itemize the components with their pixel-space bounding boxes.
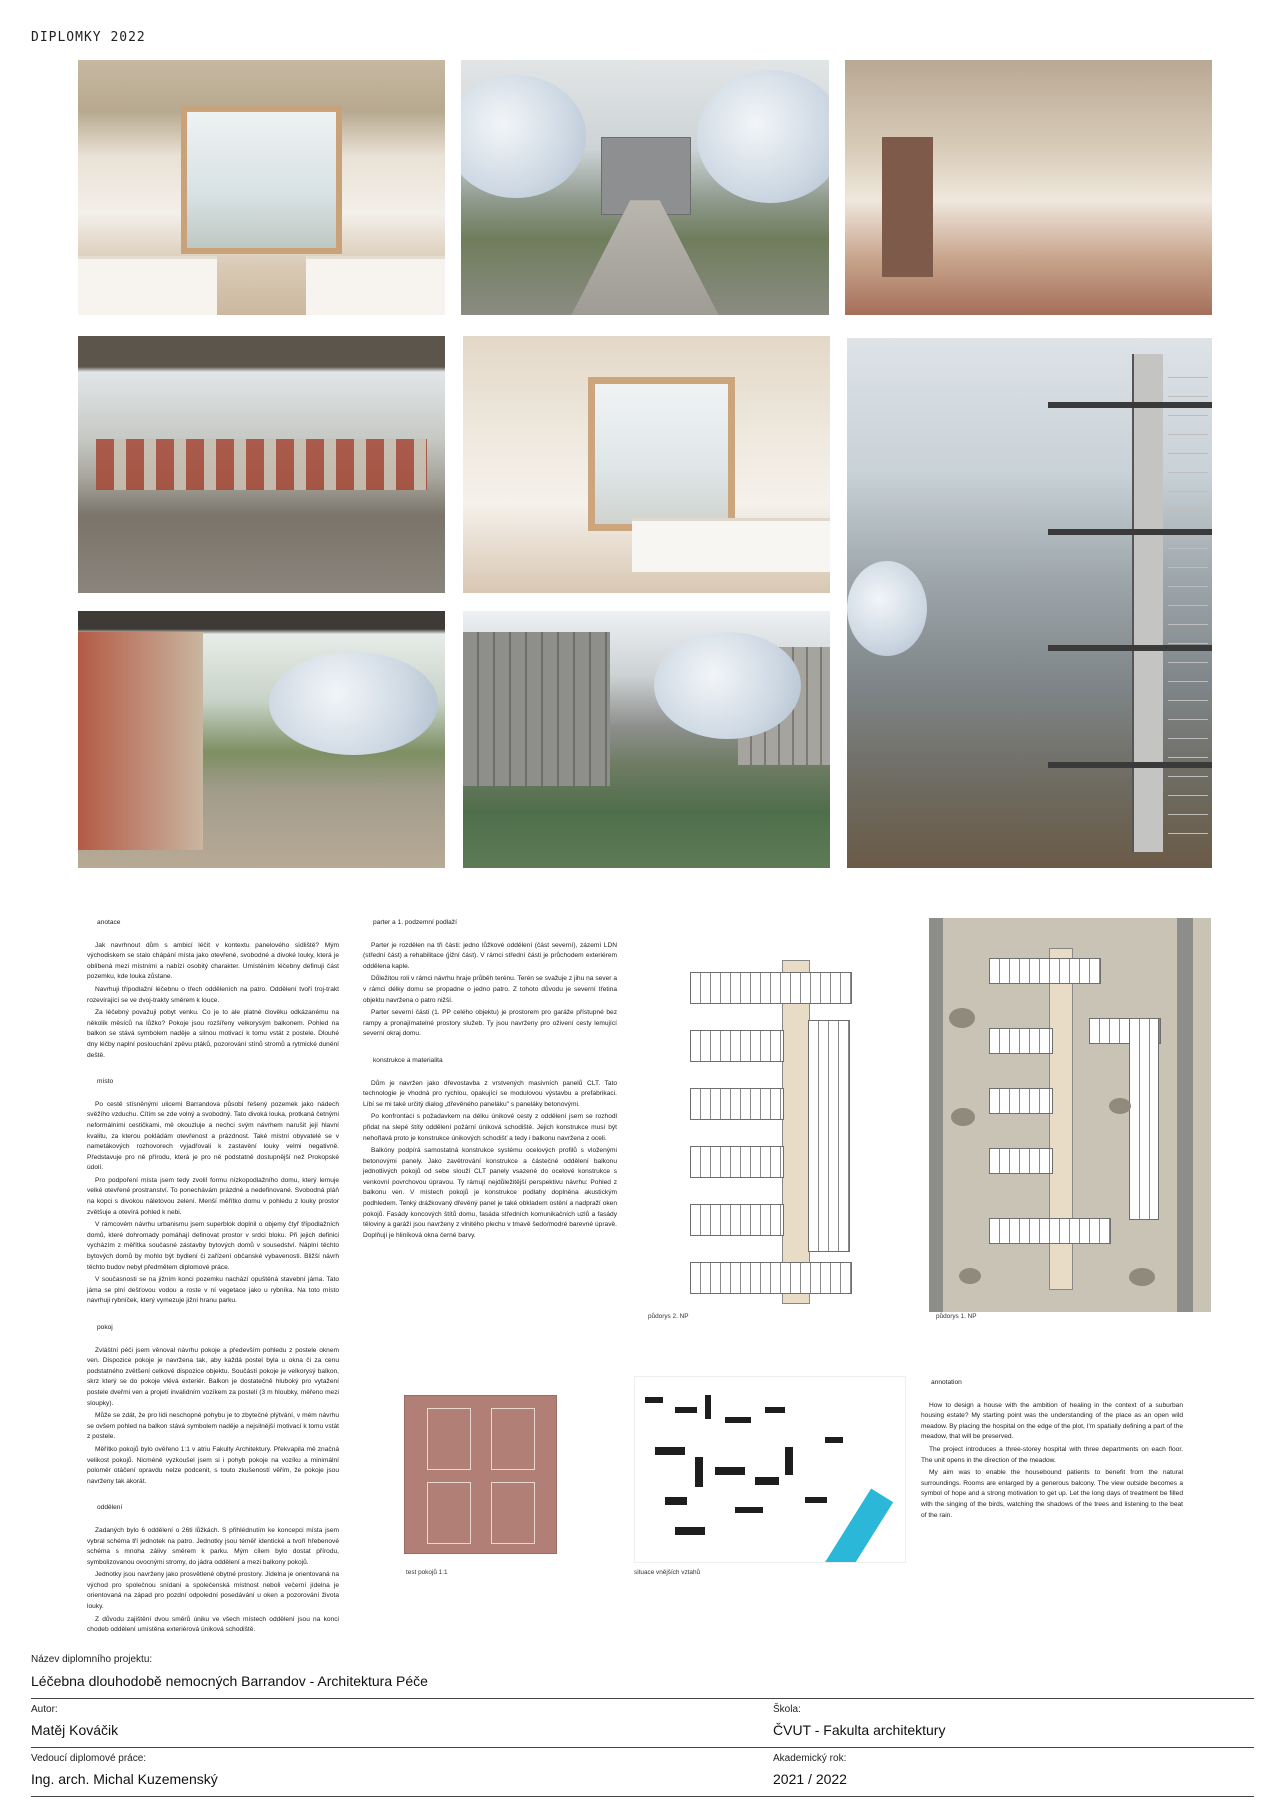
paragraph: Z důvodu zajištění dvou směrů úniku ve všech místech oddělení jsou na konci chodeb oddělení umístěna exteriérová úniková schodiště. <box>87 1615 339 1634</box>
floor-plan-1np <box>929 918 1211 1312</box>
paragraph: Jak navrhnout dům s ambicí léčit v kontextu panelového sídliště? Mým východiskem se stalo chápání místa jako otevřené, svobodné a divoké louky, která je oblíbená mezi místními a nabízí osobitý charakter. Umístěním léčebny definuji část pozemku, kde louka zůstane. <box>87 941 339 981</box>
heading-anotace: anotace <box>97 919 121 926</box>
situation-map <box>634 1376 906 1563</box>
paragraph: Měřítko pokojů bylo ověřeno 1:1 v atriu Fakulty Architektury. Překvapila mě značná velikost pokojů. Nicméně vyzkoušel jsem si i pohyb pokoje na vozíku a minimální poloměr otáčení opravdu nelze podcenit, s touto zkušeností věřím, že pokoje jsou navrženy tak akorát. <box>87 1445 339 1485</box>
floor-plan-2np <box>690 960 890 1302</box>
render-loggia <box>78 336 445 593</box>
paragraph: Parter severní části (1. PP celého objektu) je prostorem pro garáže přístupné bez rampy a pronajímatelné prostory služeb. Ty jsou navrženy pro oživení cesty lemující severní okraj domu. <box>363 1009 617 1038</box>
heading-annotation: annotation <box>931 1379 962 1386</box>
paragraph: Může se zdát, že pro lidi neschopné pohybu je to zbytečné plýtvání, v mém návrhu se ovšem pohled na balkon stává symbolem naděje a nejsilnější motivací k tomu vstát z postele. <box>87 1412 339 1441</box>
author-label: Autor: <box>31 1704 58 1715</box>
supervisor-label: Vedoucí diplomové práce: <box>31 1753 147 1764</box>
paragraph: My aim was to enable the housebound patients to benefit from the natural surroundings. Rooms are enlarged by a generous balcony. The view outside becomes a symbol of hope and a strong motivation to get up. Let the long days of treatment be filled with the singing of the birds, watching the shadows of the trees and listening to the beat of the rain. <box>921 1469 1183 1519</box>
render-facade-section <box>847 338 1212 868</box>
paragraph: Zadaných bylo 6 oddělení o 26ti lůžkách. S přihlédnutím ke koncepci místa jsem vybral schéma tří jednotek na patro. Jednotky jsou téměř identické a tvoří hřebenové schéma s mnoha zálivy směrem k parku. Mým cílem bylo dostat přírodu, symbolizovanou ovocnými stromy, do jádra oddělení a mezi balkony pokojů. <box>87 1526 339 1566</box>
paragraph: V rámcovém návrhu urbanismu jsem superblok doplnil o objemy čtyř třípodlažních domů, které dohromady pomáhají definovat prostor v srdci bloku. Při jejich definici vycházím z měřítka současné zástavby bytových domů v sousedství. Náplní těchto bytových domů by mohlo být bydlení či zařízení občanské vybavenosti. Bližší návrh těchto budov nebyl předmětem diplomové práce. <box>87 1221 339 1271</box>
paragraph: Po cestě stísněnými ulicemi Barrandova působí řešený pozemek jako nádech svěžího vzduchu. Cítím se zde volný a svobodný. Tato divoká louka, protkaná četnými neformálními cestičkami, mě okouzluje a nechci svým návrhem narušit její hlavní kvalitu, za kterou pokládám otevřenost a prázdnost. Také místní obyvatelé se v nametákových rozhovorech vyjadřovali k zastavění louky velmi negativně. Představuje pro ně přírodu, která je pro ně podstatně dostupnější než Prokopské údolí. <box>87 1100 339 1172</box>
render-room-interior <box>463 336 830 593</box>
render-interior-room <box>78 60 445 315</box>
paragraph: Jednotky jsou navrženy jako prosvětlené obytné prostory. Jídelna je orientovaná na východ pro společnou snídani a společenská místnost neboli večerní jídelna je orientovaná na západ pro pozdní odpolední posedávání u oken a pozorování života louky. <box>87 1571 339 1611</box>
supervisor-name: Ing. arch. Michal Kuzemenský <box>31 1771 218 1787</box>
project-label: Název diplomního projektu: <box>31 1654 153 1665</box>
divider <box>31 1796 1254 1797</box>
plan-label-2np: půdorys 2. NP <box>648 1313 689 1320</box>
paragraph: V současnosti se na jižním konci pozemku nachází opuštěná stavební jáma. Tato jáma se plní dešťovou vodou a roste v ní vegetace jako u rybníka. Na toto místo navrhuji rybníček, který vymezuje jižní hranu parku. <box>87 1276 339 1305</box>
paragraph: Navrhuji třípodlažní léčebnu o třech odděleních na patro. Oddělení tvoří troj-trakt rozevírající se ve dvoj-trakty směrem k louce. <box>87 985 339 1004</box>
divider <box>31 1698 1254 1699</box>
paragraph: Pro podpoření místa jsem tedy zvolil formu nízkopodlažního domu, který lemuje velké otevřené prostranství. To ponechávám prázdné a nedefinované. Svobodná pláň na kopci s divokou náletovou zelení. Menší měřítko domu v pohledu z louky prostor zvětšuje a otevírá pohled k nebi. <box>87 1176 339 1216</box>
text-column-cs-2 <box>363 918 617 1243</box>
paragraph: Zvláštní péči jsem věnoval návrhu pokoje a především pohledu z postele oknem ven. Dispozice pokoje je navržena tak, aby každá postel byla u okna či za cenu podstatného zvětšení celkové dispozice objektu. Součástí pokoje je velkorysý balkon, skrz který se do pokoje vlévá exteriér. Balkon je dostatečně hluboký pro vytažení postele dveřmi ven a projetí invalidním vozíkem za postelí (3 m hloubky, měřeno mezi sloupky). <box>87 1346 339 1407</box>
render-arcade <box>78 611 445 868</box>
divider <box>31 1747 1254 1748</box>
heading-oddeleni: oddělení <box>97 1504 123 1512</box>
paragraph: Parter je rozdělen na tři části: jedno lůžkové oddělení (část severní), zázemí LDN (střední část) a rehabilitace (jižní část). V rámci střední části je průchodem exteriérem oddělena kaple. <box>363 941 617 970</box>
paragraph: Důležitou roli v rámci návrhu hraje průběh terénu. Terén se svažuje z jihu na sever a v rámci délky domu se propadne o jedno patro. Z tohoto důvodu je severní třetina objektu navržena o patro nižší. <box>363 975 617 1004</box>
paragraph: Balkóny podpírá samostatná konstrukce systému ocelových profilů s vloženými betonovými panely. Jako zavětrování konstrukce a částečné oddělení balkonu jednotlivých pokojů od sebe slouží CLT panely vsazené do ocelové konstrukce s venkovní povrchovou úpravou. Ty rámují nejdůležitější perspektivu návrhu: Pohled z balkonu ven. V místech pokojů je konstrukce podlahy doplněna akustickým podhledem. Tenký drážkovaný dřevěný panel je také obkladem ostění a nadpraží oken pokojů. Fasády koncových štítů domu, fasáda středních komunikačních uzlů a fasády těloviny a garáží jsou navrženy z vlnitého plechu v tmavě šedo/modré barevné úpravě. Doplňují je hliníková okna černé barvy. <box>363 1147 617 1239</box>
heading-parter: parter a 1. podzemní podlaží <box>373 919 457 926</box>
render-corridor <box>845 60 1212 315</box>
paragraph: Za léčebný považuji pobyt venku. Co je to ale platné člověku odkázanému na několik měsíců na lůžko? Pokoje jsou rozšířeny velkorysým balkonem. Pohled na balkon se stává symbolem naděje a silnou motivací k tomu vstát z postele. Dlouhé dny léčby naplní poslouchání zpěvu ptáků, pozorování stínů stromů a rytmické dunění deště. <box>87 1009 339 1059</box>
test-room-photo <box>404 1395 557 1554</box>
plan-label-1np: půdorys 1. NP <box>936 1313 977 1320</box>
author-name: Matěj Kováčik <box>31 1722 119 1738</box>
situation-label: situace vnějších vztahů <box>634 1569 701 1576</box>
test-room-label: test pokojů 1:1 <box>406 1569 448 1576</box>
paragraph: Dům je navržen jako dřevostavba z vrstvených masivních panelů CLT. Tato technologie je vhodná pro rychlou, opakující se modulovou výstavbu a prefabrikaci. Líbí se mi také určitý dialog „dřevěného paneláku" s paneláky betonovými. <box>363 1079 617 1108</box>
text-column-cs-1 <box>87 918 339 1638</box>
school-name: ČVUT - Fakulta architektury <box>773 1722 946 1738</box>
project-title: Léčebna dlouhodobě nemocných Barrandov - Architektura Péče <box>31 1673 428 1689</box>
academic-year: 2021 / 2022 <box>773 1771 847 1787</box>
render-garden-path <box>461 60 829 315</box>
render-courtyard <box>463 611 830 868</box>
header-tag: DIPLOMKY 2022 <box>31 30 146 45</box>
heading-pokoj: pokoj <box>97 1324 113 1331</box>
paragraph: The project introduces a three-storey hospital with three departments on each floor. The unit opens in the direction of the meadow. <box>921 1445 1183 1464</box>
heading-misto: místo <box>97 1078 114 1086</box>
paragraph: Po konfrontaci s požadavkem na délku únikové cesty z oddělení jsem se rozhodl přidat na slepé štíty oddělení požární úniková schodiště. Jejich konstrukce musí být nehořlavá proto je konstrukce únikových schodišť a tedy i balkonu navržena z oceli. <box>363 1113 617 1142</box>
paragraph: How to design a house with the ambition of healing in the context of a suburban housing estate? My starting point was the understanding of the place as an open wild meadow. By placing the hospital on the edge of the plot, I'm spatially defining a part of the meadow, that will be preserved. <box>921 1401 1183 1441</box>
academic-year-label: Akademický rok: <box>773 1753 847 1764</box>
heading-konstrukce: konstrukce a materialita <box>373 1056 443 1064</box>
text-column-en <box>921 1378 1183 1523</box>
school-label: Škola: <box>773 1704 801 1715</box>
